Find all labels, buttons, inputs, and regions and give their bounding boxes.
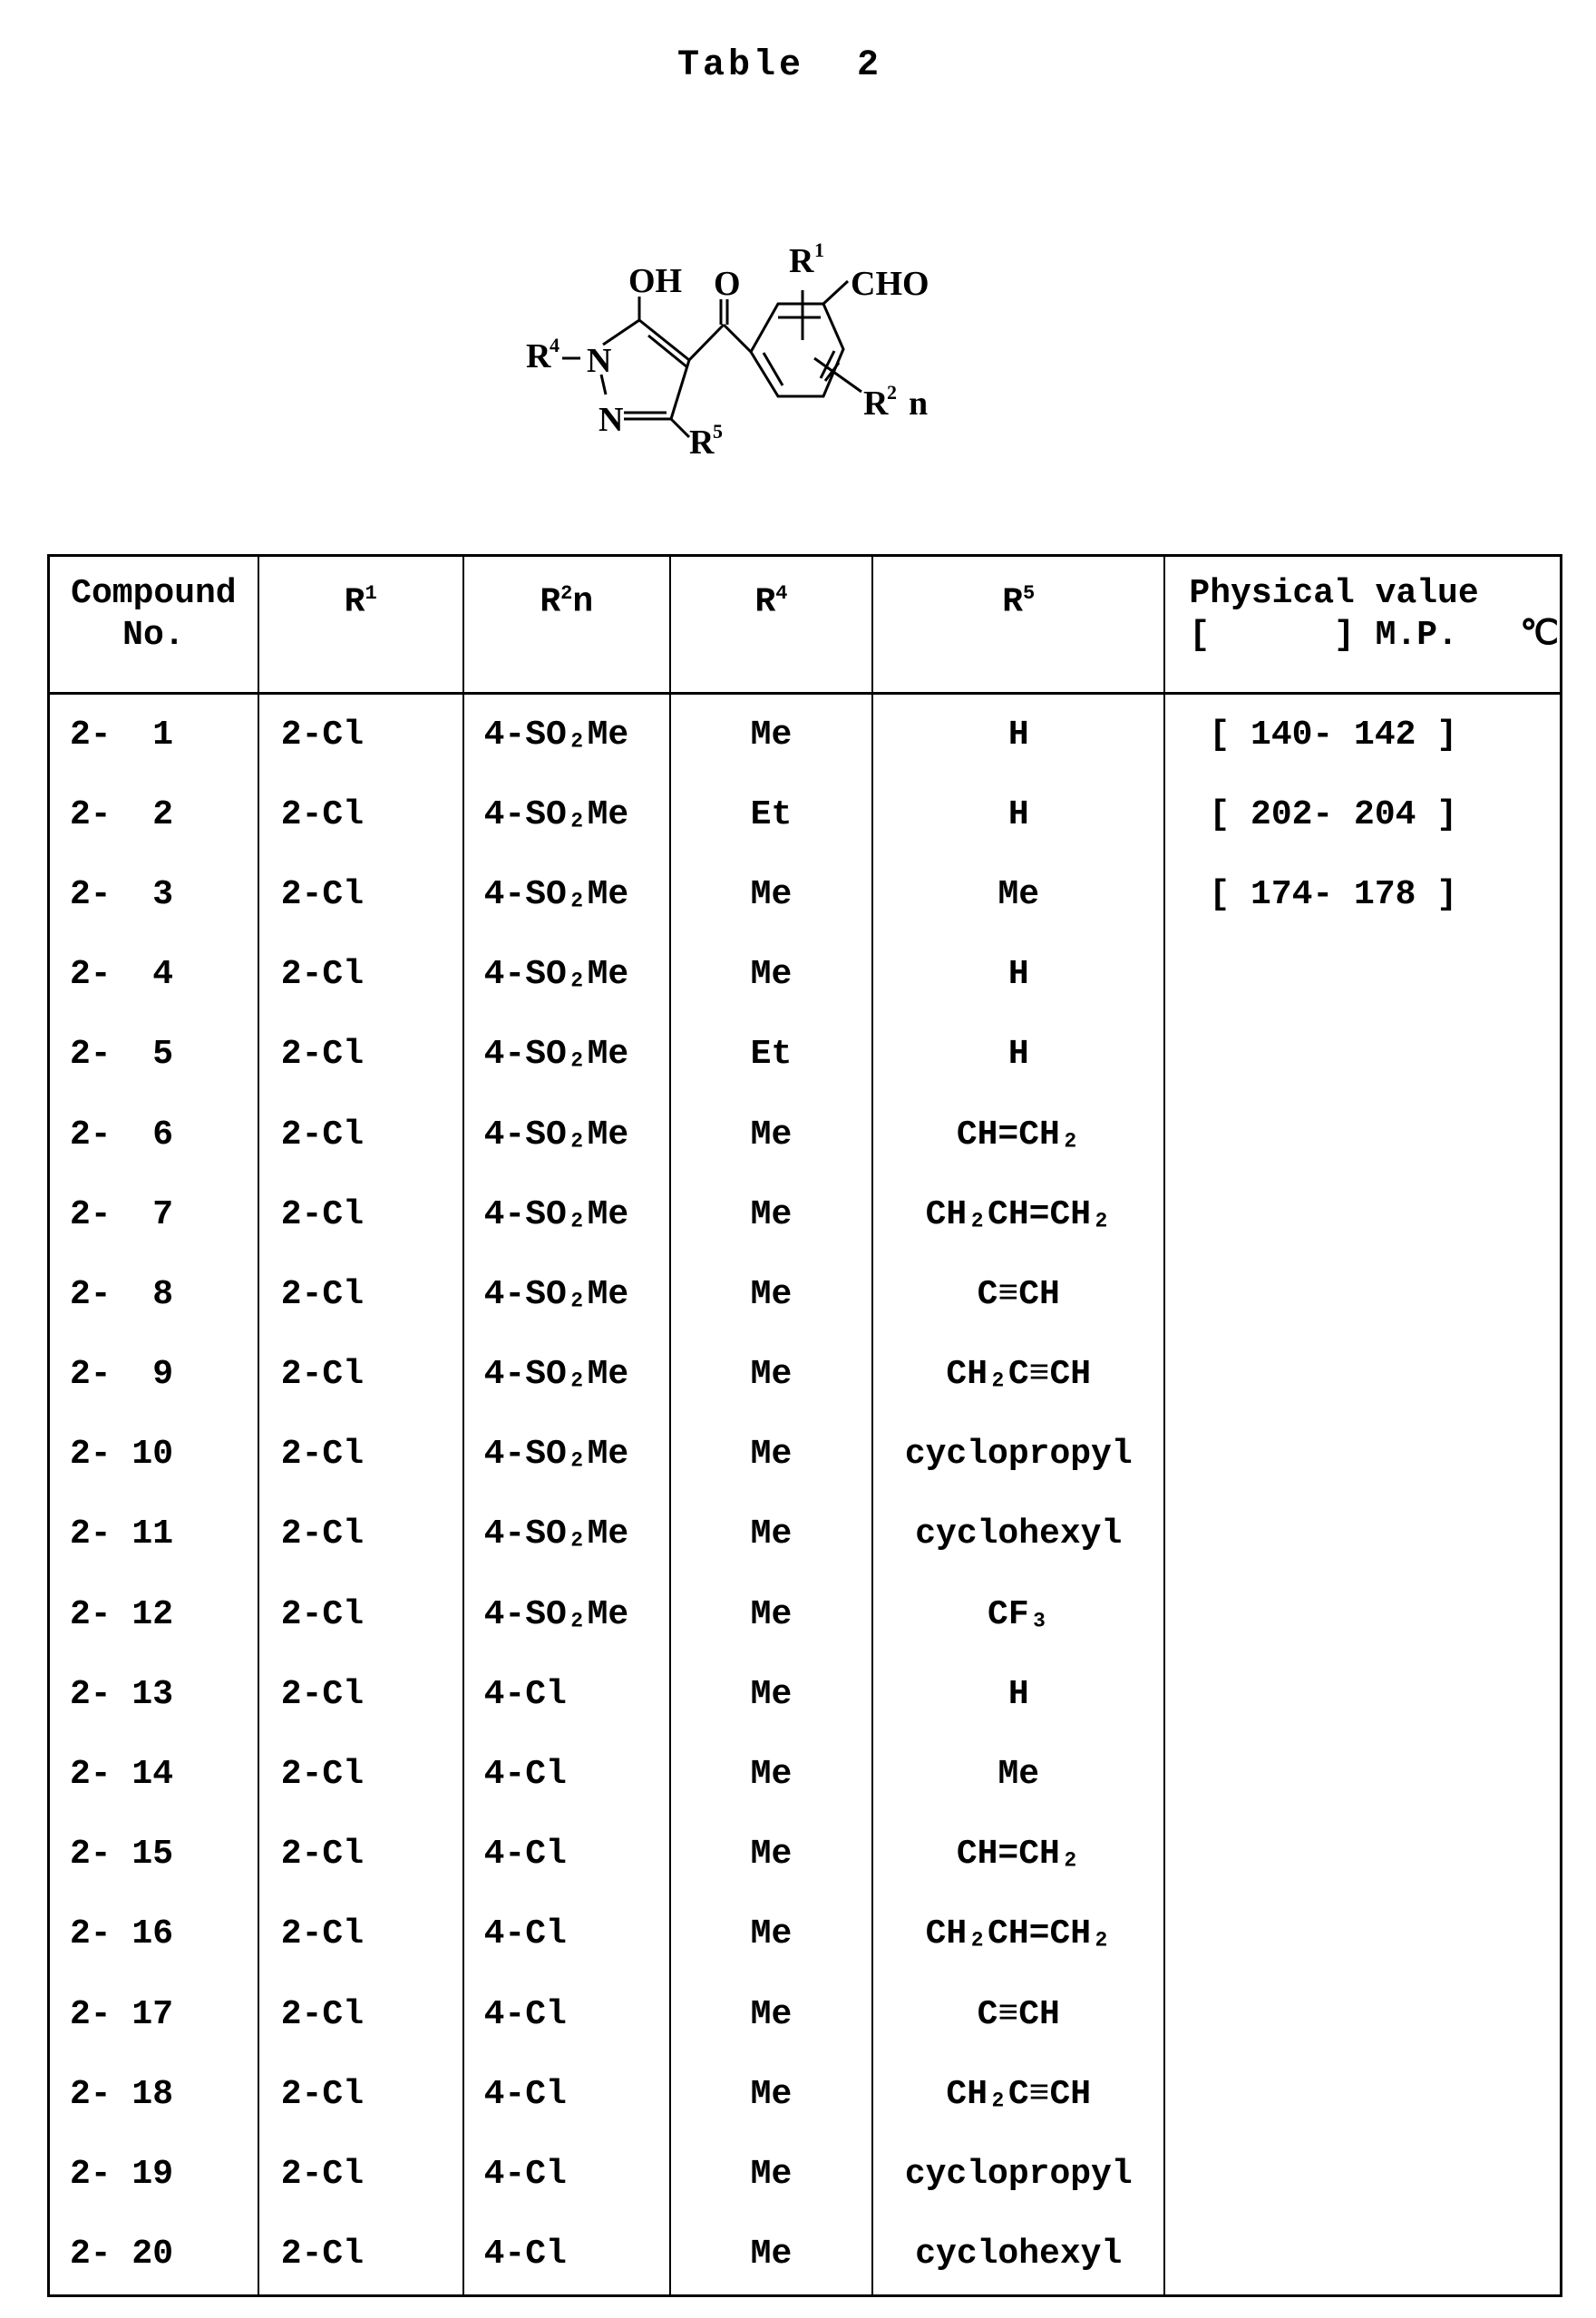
cell-compound-no: 2- 13 xyxy=(49,1654,258,1734)
header-r4-sup: 4 xyxy=(775,582,787,605)
cell-r4: Me xyxy=(670,2134,872,2214)
cell-physical-value xyxy=(1164,1174,1561,1254)
table-row xyxy=(49,1015,1562,1095)
cell-r1: 2-Cl xyxy=(258,1734,463,1814)
cell-r4: Me xyxy=(670,1734,872,1814)
cell-r4: Me xyxy=(670,1815,872,1894)
cell-r2n: 4-SO₂Me xyxy=(463,935,670,1015)
header-r2n-n: n xyxy=(572,583,593,622)
cell-r2n: 4-Cl xyxy=(463,1734,670,1814)
cell-compound-no: 2- 19 xyxy=(49,2134,258,2214)
cell-r2n: 4-SO₂Me xyxy=(463,1335,670,1415)
cell-r2n: 4-SO₂Me xyxy=(463,1254,670,1334)
cell-r1: 2-Cl xyxy=(258,1654,463,1734)
cell-r2n: 4-SO₂Me xyxy=(463,774,670,854)
cell-compound-no: 2- 8 xyxy=(49,1254,258,1334)
cell-r4: Me xyxy=(670,1095,872,1174)
cell-r5: H xyxy=(872,935,1164,1015)
cell-physical-value xyxy=(1164,2054,1561,2134)
cell-r5: CH₂CH=CH₂ xyxy=(872,1894,1164,1974)
cell-compound-no: 2- 1 xyxy=(49,694,258,775)
cell-r5: Me xyxy=(872,854,1164,934)
cell-r1: 2-Cl xyxy=(258,1495,463,1574)
table-title: Table 2 xyxy=(0,45,1560,86)
table-row xyxy=(49,1894,1562,1974)
header-r4-label: R xyxy=(754,583,775,622)
cell-r5: CH=CH₂ xyxy=(872,1815,1164,1894)
header-r5-sup: 5 xyxy=(1023,582,1035,605)
cell-r5: H xyxy=(872,774,1164,854)
cell-compound-no: 2- 15 xyxy=(49,1815,258,1894)
table-row xyxy=(49,1495,1562,1574)
cell-compound-no: 2- 3 xyxy=(49,854,258,934)
cell-r1: 2-Cl xyxy=(258,694,463,775)
cell-r4: Me xyxy=(670,1654,872,1734)
header-r5 xyxy=(872,556,1164,694)
cell-r2n: 4-SO₂Me xyxy=(463,1495,670,1574)
r5-sup: 5 xyxy=(713,420,723,443)
cell-compound-no: 2- 7 xyxy=(49,1174,258,1254)
r2n-sup: 2 xyxy=(887,381,897,404)
cell-compound-no: 2- 12 xyxy=(49,1574,258,1654)
cell-r1: 2-Cl xyxy=(258,2215,463,2296)
cell-compound-no: 2- 18 xyxy=(49,2054,258,2134)
table-row xyxy=(49,1095,1562,1174)
cell-compound-no: 2- 5 xyxy=(49,1015,258,1095)
cell-physical-value xyxy=(1164,2134,1561,2214)
cell-r5: cyclohexyl xyxy=(872,2215,1164,2296)
cell-compound-no: 2- 10 xyxy=(49,1415,258,1495)
table-row xyxy=(49,2215,1562,2296)
cell-r2n: 4-SO₂Me xyxy=(463,1095,670,1174)
cell-r5: H xyxy=(872,1654,1164,1734)
cell-physical-value xyxy=(1164,1335,1561,1415)
cell-physical-value xyxy=(1164,1254,1561,1334)
cell-physical-value xyxy=(1164,1815,1561,1894)
cell-compound-no: 2- 20 xyxy=(49,2215,258,2296)
cell-r1: 2-Cl xyxy=(258,1415,463,1495)
cell-r2n: 4-Cl xyxy=(463,1815,670,1894)
r4-sup: 4 xyxy=(550,334,560,356)
cell-physical-value xyxy=(1164,1495,1561,1574)
cell-r1: 2-Cl xyxy=(258,1254,463,1334)
table-row xyxy=(49,1574,1562,1654)
cell-compound-no: 2- 14 xyxy=(49,1734,258,1814)
table-row xyxy=(49,1815,1562,1894)
header-compound-line2: No. xyxy=(122,616,184,655)
table-row xyxy=(49,1415,1562,1495)
table-row xyxy=(49,2134,1562,2214)
cell-r5: cyclopropyl xyxy=(872,2134,1164,2214)
cell-compound-no: 2- 6 xyxy=(49,1095,258,1174)
cell-r4: Me xyxy=(670,2215,872,2296)
cell-physical-value xyxy=(1164,1095,1561,1174)
header-r1-label: R xyxy=(345,583,365,622)
r1-label: R xyxy=(789,242,814,280)
cell-r4: Me xyxy=(670,1254,872,1334)
r2n-label: R xyxy=(863,385,889,423)
header-r2n-label: R xyxy=(540,583,560,622)
cell-r2n: 4-Cl xyxy=(463,2054,670,2134)
cell-r2n: 4-Cl xyxy=(463,1894,670,1974)
cell-r4: Me xyxy=(670,2054,872,2134)
cell-r2n: 4-Cl xyxy=(463,1654,670,1734)
cell-r5: CH₂C≡CH xyxy=(872,2054,1164,2134)
cell-physical-value: [ 202- 204 ] xyxy=(1164,774,1561,854)
header-r4 xyxy=(670,556,872,694)
cell-r1: 2-Cl xyxy=(258,1574,463,1654)
cell-r2n: 4-SO₂Me xyxy=(463,694,670,775)
table-row xyxy=(49,1254,1562,1334)
table-row xyxy=(49,1654,1562,1734)
header-compound-line1: Compound xyxy=(71,574,236,613)
cell-physical-value xyxy=(1164,1974,1561,2054)
cell-r1: 2-Cl xyxy=(258,1174,463,1254)
n1-label: N xyxy=(587,342,611,380)
table-row xyxy=(49,694,1562,775)
cell-compound-no: 2- 16 xyxy=(49,1894,258,1974)
cell-r1: 2-Cl xyxy=(258,1894,463,1974)
cell-r2n: 4-Cl xyxy=(463,1974,670,2054)
cell-r4: Me xyxy=(670,1574,872,1654)
cell-r5: Me xyxy=(872,1734,1164,1814)
header-compound-no xyxy=(49,556,258,694)
cell-r2n: 4-SO₂Me xyxy=(463,1174,670,1254)
cell-physical-value xyxy=(1164,1734,1561,1814)
cell-r1: 2-Cl xyxy=(258,854,463,934)
carbonyl-o-label: O xyxy=(714,265,741,303)
table-row xyxy=(49,1174,1562,1254)
cell-r4: Me xyxy=(670,1174,872,1254)
pyrazole-benzoyl-structure-diagram xyxy=(526,204,1088,458)
cell-compound-no: 2- 9 xyxy=(49,1335,258,1415)
cell-r4: Me xyxy=(670,1974,872,2054)
cell-r4: Me xyxy=(670,1495,872,1574)
cell-r5: CH=CH₂ xyxy=(872,1095,1164,1174)
cell-physical-value xyxy=(1164,935,1561,1015)
cell-r2n: 4-SO₂Me xyxy=(463,1415,670,1495)
cell-r4: Me xyxy=(670,935,872,1015)
n2-label: N xyxy=(598,401,623,439)
cell-compound-no: 2- 2 xyxy=(49,774,258,854)
cell-r1: 2-Cl xyxy=(258,2134,463,2214)
header-phys-line1: Physical value xyxy=(1189,574,1478,613)
cell-r5: CH₂CH=CH₂ xyxy=(872,1174,1164,1254)
cell-physical-value xyxy=(1164,1415,1561,1495)
r5-label: R xyxy=(689,424,715,458)
cell-r4: Me xyxy=(670,1415,872,1495)
header-physical-value xyxy=(1164,556,1561,694)
cell-r4: Me xyxy=(670,1894,872,1974)
table-row xyxy=(49,854,1562,934)
r2n-n: n xyxy=(909,385,928,423)
cell-physical-value xyxy=(1164,1894,1561,1974)
header-r1 xyxy=(258,556,463,694)
cell-r2n: 4-SO₂Me xyxy=(463,1015,670,1095)
header-r1-sup: 1 xyxy=(365,582,376,605)
cell-r5: cyclopropyl xyxy=(872,1415,1164,1495)
cell-r5: C≡CH xyxy=(872,1974,1164,2054)
cell-r5: C≡CH xyxy=(872,1254,1164,1334)
cell-r1: 2-Cl xyxy=(258,1974,463,2054)
cell-r1: 2-Cl xyxy=(258,1095,463,1174)
r1-sup: 1 xyxy=(814,239,824,261)
cell-r2n: 4-Cl xyxy=(463,2215,670,2296)
cell-r5: cyclohexyl xyxy=(872,1495,1164,1574)
cell-physical-value xyxy=(1164,1574,1561,1654)
header-phys-line2: [ ] M.P. ℃ xyxy=(1189,616,1559,655)
cell-r1: 2-Cl xyxy=(258,774,463,854)
cell-r1: 2-Cl xyxy=(258,1335,463,1415)
cell-r5: CF₃ xyxy=(872,1574,1164,1654)
cell-physical-value: [ 174- 178 ] xyxy=(1164,854,1561,934)
header-r5-label: R xyxy=(1002,583,1023,622)
cell-compound-no: 2- 11 xyxy=(49,1495,258,1574)
cell-r1: 2-Cl xyxy=(258,1815,463,1894)
chemical-structure xyxy=(526,204,1088,458)
compound-table xyxy=(47,554,1562,2297)
cell-r4: Me xyxy=(670,854,872,934)
header-r2n xyxy=(463,556,670,694)
oh-label: OH xyxy=(628,262,682,300)
table-row xyxy=(49,1734,1562,1814)
cell-compound-no: 2- 4 xyxy=(49,935,258,1015)
cell-r2n: 4-Cl xyxy=(463,2134,670,2214)
table-row xyxy=(49,2054,1562,2134)
cell-r1: 2-Cl xyxy=(258,1015,463,1095)
cell-r2n: 4-SO₂Me xyxy=(463,1574,670,1654)
cell-r2n: 4-SO₂Me xyxy=(463,854,670,934)
cell-r4: Me xyxy=(670,694,872,775)
table-row xyxy=(49,774,1562,854)
table-row xyxy=(49,1974,1562,2054)
cell-physical-value xyxy=(1164,1654,1561,1734)
cell-physical-value xyxy=(1164,1015,1561,1095)
cell-physical-value: [ 140- 142 ] xyxy=(1164,694,1561,775)
cell-physical-value xyxy=(1164,2215,1561,2296)
header-r2n-sup: 2 xyxy=(560,582,572,605)
cell-r1: 2-Cl xyxy=(258,935,463,1015)
cell-r4: Me xyxy=(670,1335,872,1415)
cell-r4: Et xyxy=(670,774,872,854)
cell-r1: 2-Cl xyxy=(258,2054,463,2134)
cell-compound-no: 2- 17 xyxy=(49,1974,258,2054)
r4-label: R xyxy=(526,337,551,375)
cell-r5: H xyxy=(872,1015,1164,1095)
cho-label: CHO xyxy=(851,265,929,303)
table-row xyxy=(49,935,1562,1015)
table-row xyxy=(49,1335,1562,1415)
cell-r5: H xyxy=(872,694,1164,775)
cell-r4: Et xyxy=(670,1015,872,1095)
cell-r5: CH₂C≡CH xyxy=(872,1335,1164,1415)
header-row xyxy=(49,556,1562,694)
